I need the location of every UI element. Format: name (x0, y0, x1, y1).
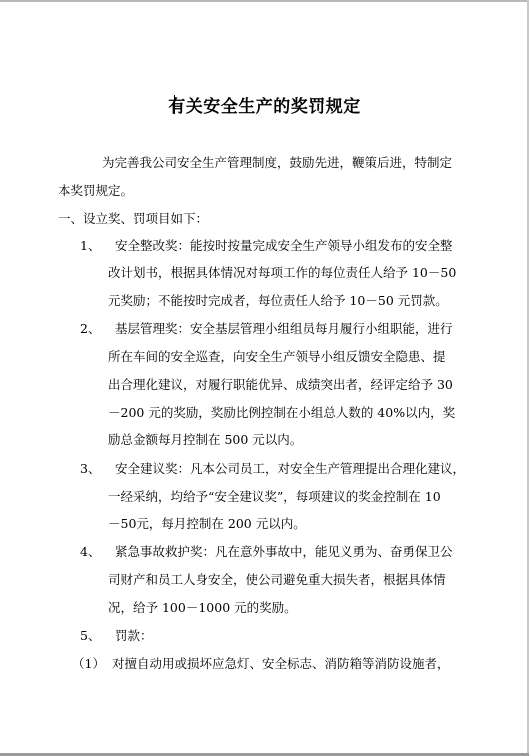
section-heading: 一、设立奖、罚项目如下： (58, 211, 209, 226)
page-top-border (0, 0, 529, 2)
intro-line-2: 本奖罚规定。 (58, 183, 134, 198)
item-3-line-1: 安全建议奖：凡本公司员工，对安全生产管理提出合理化建议， (115, 461, 466, 476)
item-1-line-2: 改计划书，根据具体情况对每项工作的每位责任人给予 10－50 (108, 265, 457, 280)
item-3-line-2: 一经采纳，均给予“安全建议奖”，每项建议的奖金控制在 10 (108, 489, 441, 504)
item-1-number: 1、 (80, 238, 101, 253)
item-4-line-2: 司财产和员工人身安全，使公司避免重大损失者，根据具体情 (108, 572, 446, 587)
item-2-line-2: 所在车间的安全巡查，向安全生产领导小组反馈安全隐患、提 (108, 349, 446, 364)
item-1-line-1: 安全整改奖：能按时按量完成安全生产领导小组发布的安全整 (115, 238, 453, 253)
item-4-line-3: 况，给予 100－1000 元的奖励。 (108, 600, 297, 615)
item-4-line-1: 紧急事故救护奖：凡在意外事故中，能见义勇为、奋勇保卫公 (115, 544, 453, 559)
item-2-line-3: 出合理化建议，对履行职能优异、成绩突出者，经评定给予 30 (108, 377, 453, 392)
item-1-line-3: 元奖励；不能按时完成者，每位责任人给予 10－50 元罚款。 (108, 293, 448, 308)
sub-item-1-text: 对擅自动用或损坏应急灯、安全标志、消防箱等消防设施者， (112, 656, 450, 671)
item-2-line-5: 励总金额每月控制在 500 元以内。 (108, 432, 303, 447)
item-5-line-1: 罚款： (115, 628, 153, 643)
item-2-number: 2、 (80, 321, 101, 336)
intro-line-1: 为完善我公司安全生产管理制度，鼓励先进，鞭策后进，特制定 (102, 155, 453, 170)
item-2-line-4: －200 元的奖励，奖励比例控制在小组总人数的 40%以内，奖 (108, 405, 456, 420)
document-title: 有关安全生产的奖罚规定 (168, 97, 361, 117)
item-3-number: 3、 (80, 461, 101, 476)
item-2-line-1: 基层管理奖：安全基层管理小组组员每月履行小组职能，进行 (115, 321, 453, 336)
item-4-number: 4、 (80, 544, 101, 559)
item-3-line-3: －50元，每月控制在 200 元以内。 (108, 516, 306, 531)
sub-item-1-number: （1） (72, 656, 105, 671)
item-5-number: 5、 (80, 628, 101, 643)
